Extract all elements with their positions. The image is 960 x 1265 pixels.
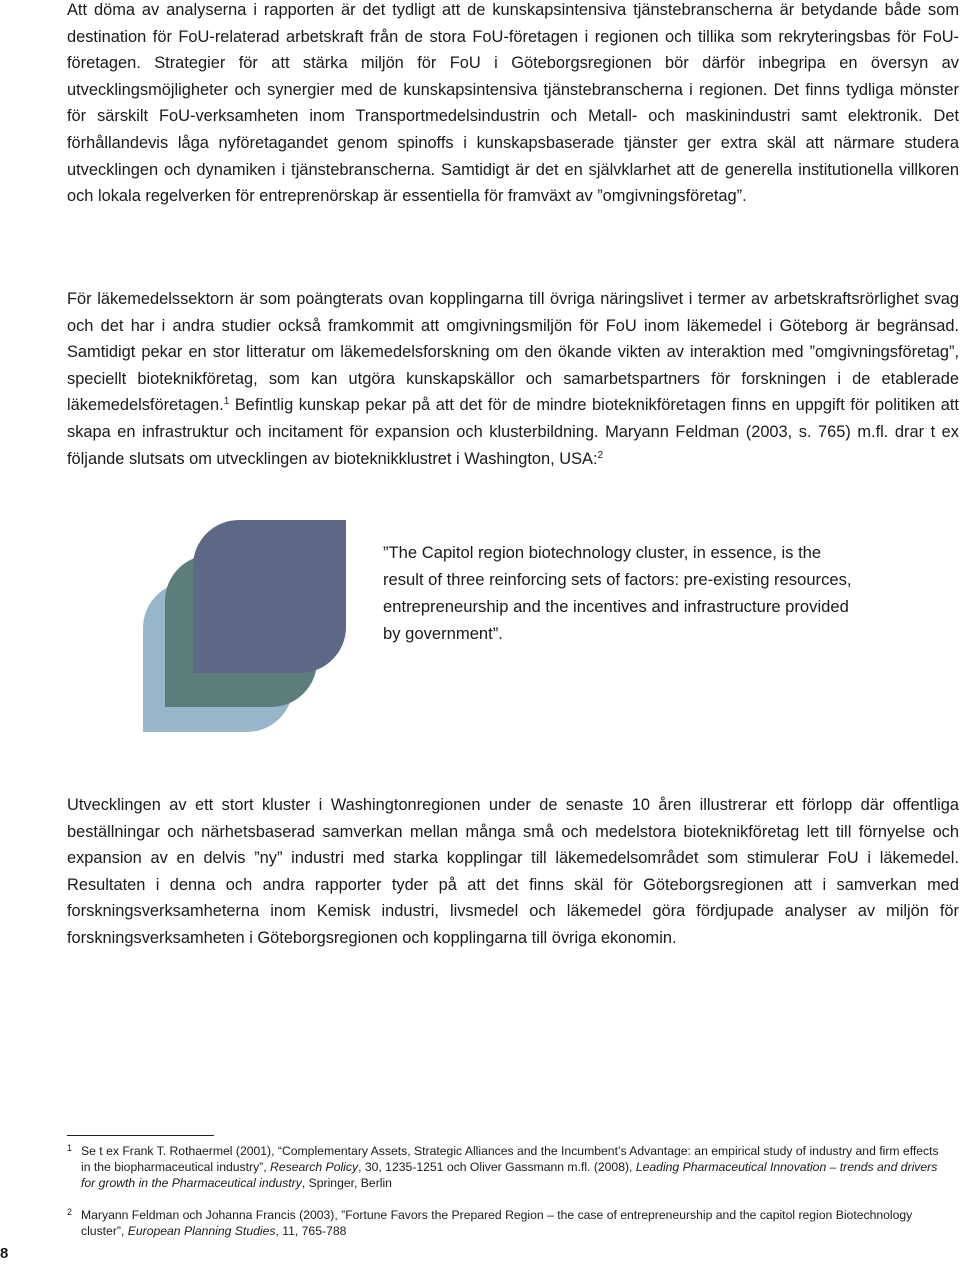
footnote-1-journal: Research Policy — [270, 1160, 359, 1174]
footnote-2-text-part: Maryann Feldman och Johanna Francis (2003), ”Fortune Favors the Prepared Region – the case of entrepreneurship and the capitol region Biotechnology cluster”, — [81, 1208, 913, 1238]
footnote-2-text-part: , 11, 765-788 — [275, 1224, 347, 1238]
footnote-2-text — [81, 1207, 941, 1239]
footnote-1-text-part: , 30, 1235-1251 och Oliver Gassmann m.fl. (2008), — [358, 1160, 636, 1174]
footnote-ref-2: 2 — [597, 449, 604, 461]
footnote-2-number: 2 — [67, 1207, 73, 1217]
footnote-1-book-title: Leading Pharmaceutical Innovation – trends and drivers for growth in the Pharmaceutical industry — [81, 1160, 938, 1190]
page-number: 8 — [0, 1245, 9, 1262]
body-paragraph-3: Utvecklingen av ett stort kluster i Washingtonregionen under de senaste 10 åren illustrerar ett förlopp där offentliga beställningar och närhetsbaserad samverkan mellan många små och medelstora bioteknikföretag lett till förnyelse och expansion av en delvis ”ny” industri med starka kopplingar till läkemedelsområdet som stimulerar FoU i läkemedel. Resultaten i denna och andra rapporter tyder på att det finns skäl för Göteborgsregionen att i samverkan med forskningsverksamheterna inom Kemisk industri, livsmedel och läkemedel göra fördjupade analyser av miljön för forskningsverksamheten i Göteborgsregionen och kopplingarna till övriga ekonomin. — [67, 796, 959, 947]
footnote-1-text-part: , Springer, Berlin — [301, 1176, 392, 1190]
paragraph-2-text-b: Befintlig kunskap pekar på att det för de mindre bioteknikföretagen finns en uppgift för politiken att skapa en infrastruktur och incitament för expansion och klusterbildning. Maryann Feldman (2003, s. 765) m.fl. drar t ex följande slutsats om utvecklingen av bioteknikklustret i Washington, USA: — [67, 396, 959, 468]
footnote-1-number: 1 — [67, 1143, 73, 1153]
body-paragraph-1: Att döma av analyserna i rapporten är det tydligt att de kunskapsintensiva tjänstebranscherna är betydande både som destination för FoU-relaterad arbetskraft från de stora FoU-företagen i regionen och tillika som rekryteringsbas för FoU-företagen. Strategier för att stärka miljön för FoU i Göteborgsregionen bör därför inbegripa en översyn av utvecklingsmöjligheter och synergier med de kunskapsintensiva tjänstebranscherna i regionen. Det finns tydliga mönster för särskilt FoU-verksamheten inom Transportmedelsindustrin och Metall- och maskinindustri samt elektronik. Det förhållandevis låga nyföretagandet genom spinoffs i kunskapsbaserade tjänster ger extra skäl att närmare studera utvecklingen och dynamiken i tjänstebranscherna. Samtidigt är det en självklarhet att de generella institutionella villkoren och lokala regelverken för entreprenörskap är essentiella för framväxt av ”omgivningsföretag”. — [67, 1, 959, 206]
footnote-2-journal: European Planning Studies — [127, 1224, 276, 1238]
paragraph-2-text-a: För läkemedelssektorn är som poängterats ovan kopplingarna till övriga näringslivet i termer av arbetskraftsrörlighet svag och det har i andra studier också framkommit att omgivningsmiljön för FoU inom läkemedel i Göteborg är begränsad. Samtidigt pekar en stor litteratur om läkemedelsforskning om den ökande vikten av interaktion med ”omgivningsföretag”, speciellt bioteknikföretag, som kan utgöra kunskapskällor och samarbetspartners för forskningen i de etablerade läkemedelsföretagen. — [67, 290, 959, 415]
footnote-1-text — [81, 1143, 941, 1191]
leaf-shape-slate — [193, 520, 346, 673]
footnote-ref-1: 1 — [223, 396, 230, 408]
quote-decoration — [140, 520, 350, 735]
block-quote: ”The Capitol region biotechnology cluster, in essence, is the result of three reinforcing sets of factors: pre-existing resources, entrepreneurship and the incentives and infrastructure provided by government”. — [383, 543, 852, 643]
footnote-1-text-part: Se t ex Frank T. Rothaermel (2001), “Complementary Assets, Strategic Alliances and the Incumbent’s Advantage: an empirical study of industry and firm effects in the biopharmaceutical industry”, — [81, 1144, 939, 1174]
body-paragraph-2 — [67, 286, 959, 472]
footnote-divider — [67, 1135, 214, 1136]
